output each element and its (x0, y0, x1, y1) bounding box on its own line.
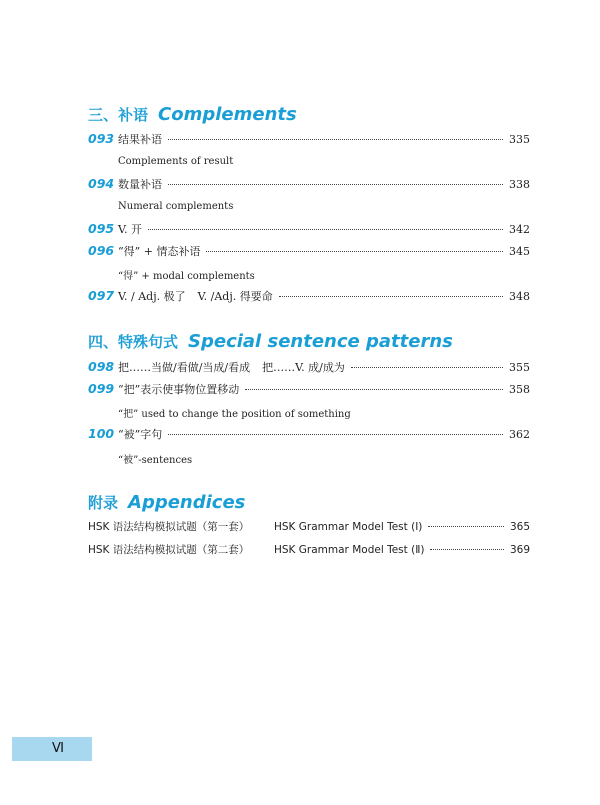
entry-page: 335 (509, 133, 530, 146)
entry-subtitle: “把” used to change the position of something (118, 409, 351, 420)
entry-title: “把”表示使事物位置移动 (118, 383, 240, 396)
appendix-title-en: HSK Grammar Model Test (Ⅰ) (274, 521, 423, 533)
appendix-title-en: HSK Grammar Model Test (Ⅱ) (274, 544, 425, 556)
dot-leader (168, 183, 503, 185)
entry-subtitle: Numeral complements (118, 201, 234, 212)
entry-title: V. 开 (118, 223, 143, 236)
section-heading-appendices (88, 492, 245, 513)
dot-leader (351, 366, 503, 368)
appendix-title-cn: HSK 语法结构模拟试题（第二套） (88, 544, 250, 556)
entry-title-alt: V. /Adj. 得要命 (197, 290, 273, 303)
entry-title: V. / Adj. 极了 (118, 290, 186, 303)
appendix-entry-2[interactable] (88, 542, 530, 562)
appendix-page: 369 (509, 544, 530, 556)
appendix-title-cn: HSK 语法结构模拟试题（第一套） (88, 521, 250, 533)
appendix-page: 365 (509, 521, 530, 533)
dot-leader (148, 228, 503, 230)
entry-title-alt: 把……V. 成/成为 (262, 361, 345, 374)
section-title-cn: 附录 (88, 494, 119, 512)
entry-page: 348 (509, 290, 530, 303)
section-title-cn: 四、特殊句式 (88, 333, 179, 351)
toc-entry-100[interactable] (88, 426, 530, 446)
entry-page: 355 (509, 361, 530, 374)
entry-subtitle: “被”-sentences (118, 455, 193, 466)
entry-number: 100 (88, 426, 115, 441)
toc-entry-093[interactable] (88, 131, 530, 151)
entry-page: 338 (509, 178, 530, 191)
entry-title: 把……当做/看做/当成/看成 (118, 361, 251, 374)
entry-page: 362 (509, 428, 530, 441)
entry-title: “得” + 情态补语 (118, 245, 201, 258)
dot-leader (245, 388, 503, 390)
entry-number: 099 (88, 381, 115, 396)
entry-number: 096 (88, 243, 115, 258)
entry-subtitle: “得” + modal complements (118, 271, 255, 282)
entry-number: 094 (88, 176, 115, 191)
entry-number: 095 (88, 221, 115, 236)
toc-entry-097[interactable] (88, 288, 530, 308)
entry-number: 097 (88, 288, 115, 303)
section-heading-special-patterns (88, 331, 453, 352)
section-heading-complements (88, 104, 297, 125)
entry-title: 数量补语 (118, 178, 162, 191)
entry-subtitle: Complements of result (118, 156, 234, 167)
dot-leader (279, 295, 503, 297)
dot-leader (168, 433, 503, 435)
toc-entry-098[interactable] (88, 359, 530, 379)
entry-page: 342 (509, 223, 530, 236)
entry-page: 358 (509, 383, 530, 396)
toc-entry-095[interactable] (88, 221, 530, 241)
section-title-cn: 三、补语 (88, 106, 149, 124)
dot-leader (206, 250, 503, 252)
section-title-en: Special sentence patterns (188, 331, 453, 352)
entry-title: “被”字句 (118, 428, 163, 441)
entry-number: 093 (88, 131, 115, 146)
footer-page-number: Ⅵ (52, 741, 64, 756)
dot-leader (428, 525, 504, 527)
toc-entry-099[interactable] (88, 381, 530, 401)
section-title-en: Appendices (128, 492, 246, 513)
toc-entry-096[interactable] (88, 243, 530, 263)
toc-entry-094[interactable] (88, 176, 530, 196)
entry-title: 结果补语 (118, 133, 162, 146)
dot-leader (168, 138, 503, 140)
entry-page: 345 (509, 245, 530, 258)
appendix-entry-1[interactable] (88, 519, 530, 539)
entry-number: 098 (88, 359, 115, 374)
section-title-en: Complements (158, 104, 297, 125)
dot-leader (430, 548, 503, 550)
